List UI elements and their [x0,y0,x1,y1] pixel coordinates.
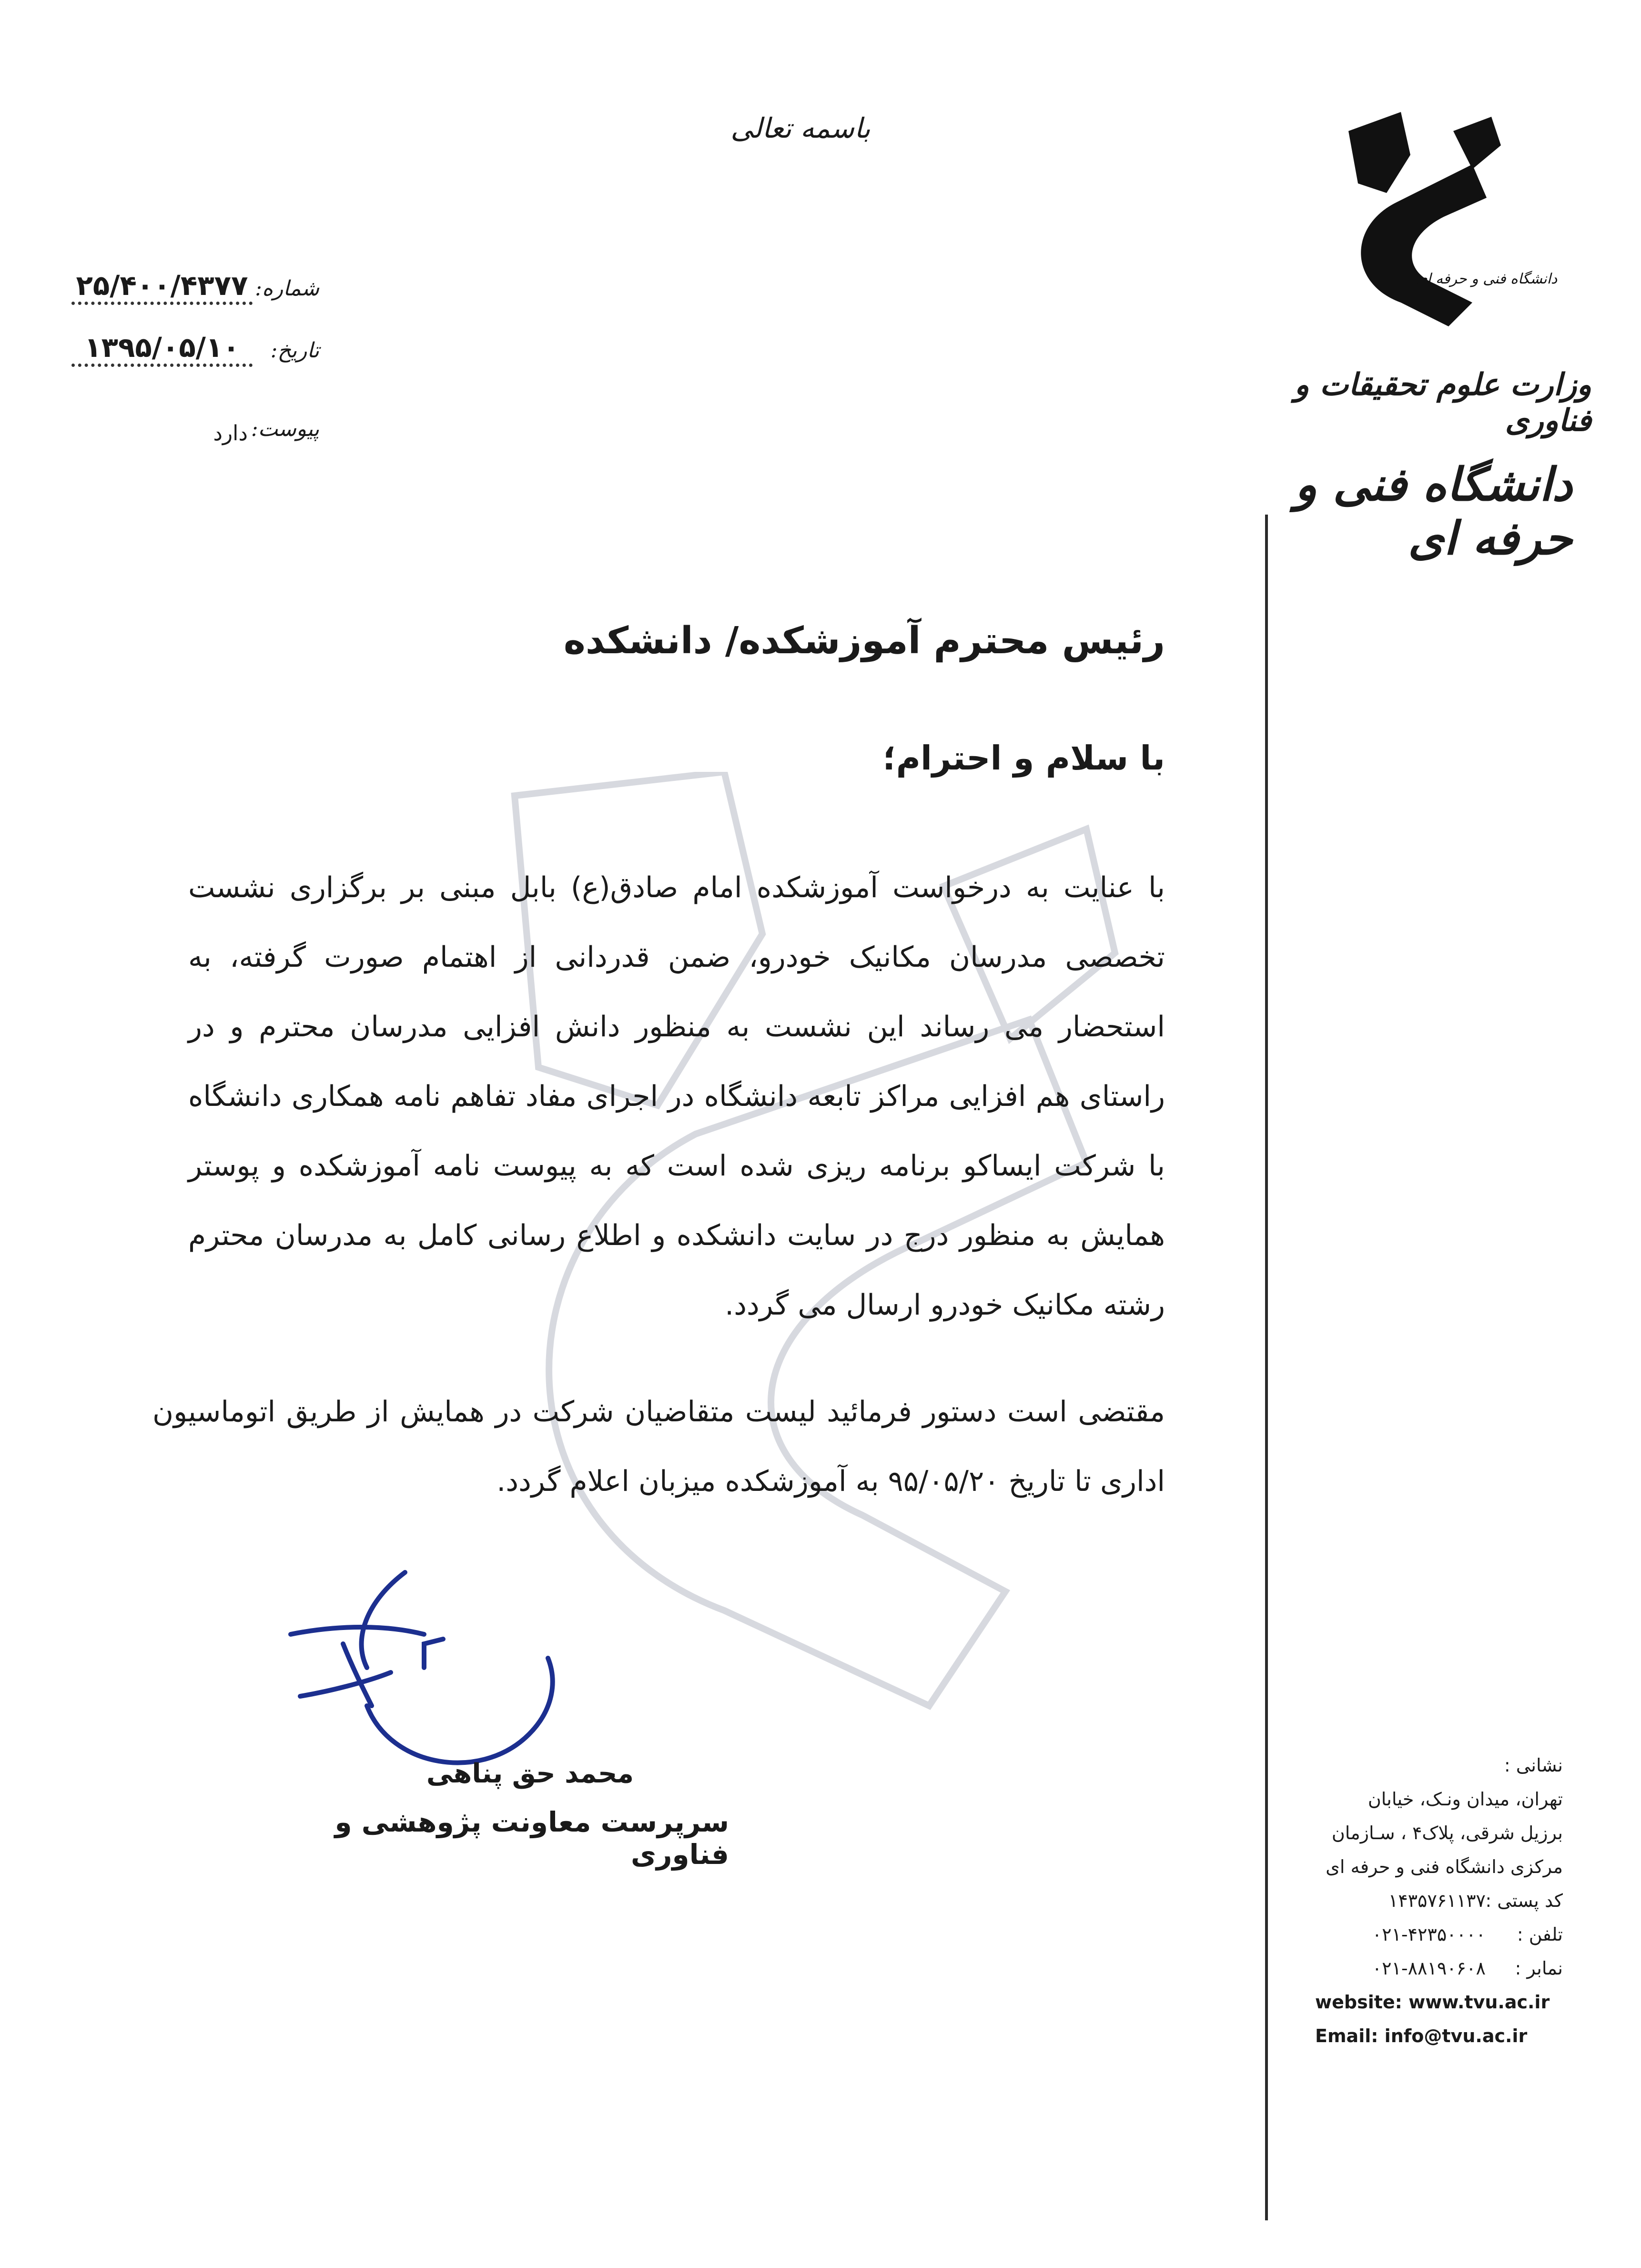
address-line: مرکزی دانشگاه فنی و حرفه ای [1326,1856,1563,1877]
letter-number-value: ۲۵/۴۰۰/۴۳۷۷ [71,269,253,305]
signer-title: سرپرست معاونت پژوهشی و فناوری [334,1806,729,1871]
logo-emblem-text: دانشگاه فنی و حرفه ای [1416,271,1558,287]
university-logo [1329,102,1558,341]
attachment-value: دارد [213,421,248,446]
phone-label: تلفن : [1517,1924,1563,1945]
postal-code-value: ۱۴۳۵۷۶۱۱۳۷ [1388,1890,1486,1911]
address-line: تهران، میدان ونـک، خیابان [1368,1789,1563,1810]
phone-value: ۰۲۱-۴۲۳۵۰۰۰۰ [1372,1924,1486,1945]
fax-row [1315,1952,1563,1985]
email-link[interactable]: Email: info@tvu.ac.ir [1315,2025,1528,2046]
address-line: برزیل شرقی، پلاک۴ ، سـازمان [1331,1822,1563,1843]
letter-request-paragraph: مقتضی است دستور فرمائید لیست متقاضیان شرکت در همایش از طریق اتوماسیون اداری تا تاریخ ۹۵/۰۵/۲۰ به آموزشکده میزبان اعلام گردد. [152,1395,1165,1498]
attachment-label: پیوست: [251,417,319,441]
postal-code-label: کد پستی : [1485,1890,1563,1911]
fax-label: نمابر : [1515,1958,1563,1979]
website-link[interactable]: website: www.tvu.ac.ir [1315,1992,1550,2013]
letter-body-paragraph: با عنایت به درخواست آموزشکده امام صادق(ع) بابل مبنی بر برگزاری نشست تخصصی مدرسان مکانیک خودرو، ضمن قدردانی از اهتمام صورت گرفته، به استحضار می رساند این نشست به منظور دانش افزایی مدرسان محترم و در راستای هم افزایی مراکز تابعه دانشگاه در اجرای مفاد تفاهم نامه همکاری دانشگاه با شرکت ایساکو برنامه ریزی شده است که به پیوست نامه آموزشکده و پوستر همایش به منظور درج در سایت دانشکده و اطلاع رسانی کامل به مدرسان محترم رشته مکانیک خودرو ارسال می گردد. [188,871,1165,1322]
letter-greeting: با سلام و احترام؛ [882,739,1165,778]
university-name: دانشگاه فنی و حرفه ای [1295,457,1572,565]
vertical-divider [1265,515,1268,2220]
address-block [1315,1749,1563,2053]
letter-recipient: رئیس محترم آموزشکده/ دانشکده [563,619,1165,662]
fax-value: ۰۲۱-۸۸۱۹۰۶۰۸ [1372,1958,1486,1979]
postal-code-row [1315,1884,1563,1918]
letter-date-label: تاریخ: [270,338,319,363]
ministry-name: وزارت علوم تحقیقات و فناوری [1294,367,1591,438]
bismillah-heading: باسمه تعالی [730,112,871,144]
signer-name: محمد حق پناهی [426,1758,634,1789]
address-label: نشانی : [1504,1755,1563,1776]
letter-date-value: ۱۳۹۵/۰۵/۱۰ [71,331,253,367]
attachment-row [52,407,319,446]
phone-row [1315,1918,1563,1952]
letter-number-row [52,267,319,305]
letter-number-label: شماره: [255,276,319,301]
letter-date-row [52,329,319,367]
